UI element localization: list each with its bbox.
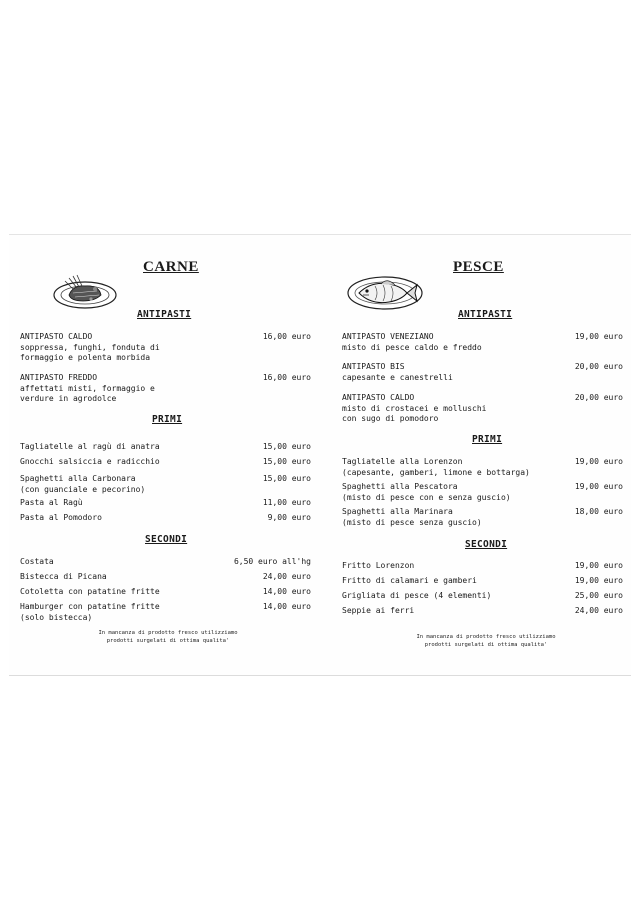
menu-item-price: 14,00 euro	[262, 602, 311, 611]
menu-item-price: 15,00 euro	[262, 474, 311, 483]
menu-item-price: 19,00 euro	[574, 457, 623, 466]
carne-primi-heading: PRIMI	[152, 414, 183, 425]
pesce-title: PESCE	[453, 259, 504, 275]
menu-item-price: 15,00 euro	[262, 457, 311, 466]
pesce-secondi-heading: SECONDI	[465, 539, 508, 550]
frozen-product-note: In mancanza di prodotto fresco utilizziamo prodotti surgelati di ottima qualita'	[416, 634, 556, 648]
carne-antipasti-heading: ANTIPASTI	[137, 309, 192, 320]
menu-item: Tagliatelle al ragù di anatra	[20, 442, 160, 451]
menu-item: Cotoletta con patatine fritte	[20, 587, 160, 596]
menu-item: Spaghetti alla Pescatora (misto di pesce con e senza guscio)	[342, 482, 511, 502]
menu-item-price: 16,00 euro	[262, 373, 311, 382]
menu-item: Spaghetti alla Marinara (misto di pesce senza guscio)	[342, 507, 482, 527]
menu-item-price: 11,00 euro	[262, 498, 311, 507]
menu-item-price: 6,50 euro all'hg	[233, 557, 311, 566]
menu-sheet	[9, 234, 631, 676]
menu-item-price: 9,00 euro	[267, 513, 311, 522]
menu-item: Tagliatelle alla Lorenzon (capesante, gamberi, limone e bottarga)	[342, 457, 530, 477]
menu-item-price: 14,00 euro	[262, 587, 311, 596]
menu-item-price: 20,00 euro	[574, 393, 623, 402]
carne-title: CARNE	[143, 259, 199, 275]
menu-item: ANTIPASTO BIS capesante e canestrelli	[342, 362, 453, 382]
menu-item-price: 19,00 euro	[574, 576, 623, 585]
meat-plate-icon	[51, 271, 119, 311]
menu-item: Hamburger con patatine fritte (solo bistecca)	[20, 602, 160, 622]
menu-item: Gnocchi salsiccia e radicchio	[20, 457, 160, 466]
menu-item-price: 19,00 euro	[574, 561, 623, 570]
menu-item-price: 15,00 euro	[262, 442, 311, 451]
menu-item: Pasta al Pomodoro	[20, 513, 102, 522]
menu-item-price: 24,00 euro	[574, 606, 623, 615]
pesce-column	[331, 235, 631, 675]
menu-item-price: 19,00 euro	[574, 332, 623, 341]
frozen-product-note: In mancanza di prodotto fresco utilizziamo prodotti surgelati di ottima qualita'	[98, 630, 238, 644]
menu-item: Fritto di calamari e gamberi	[342, 576, 477, 585]
menu-item: Grigliata di pesce (4 elementi)	[342, 591, 492, 600]
menu-item: Bistecca di Picana	[20, 572, 107, 581]
menu-item: Costata	[20, 557, 54, 566]
menu-item: Pasta al Ragù	[20, 498, 83, 507]
menu-item-price: 19,00 euro	[574, 482, 623, 491]
fish-plate-icon	[345, 271, 425, 313]
menu-item: ANTIPASTO VENEZIANO misto di pesce caldo e freddo	[342, 332, 482, 352]
pesce-primi-heading: PRIMI	[472, 434, 503, 445]
menu-item: ANTIPASTO CALDO soppressa, funghi, fonduta di formaggio e polenta morbida	[20, 332, 160, 362]
menu-item-price: 16,00 euro	[262, 332, 311, 341]
menu-item: Fritto Lorenzon	[342, 561, 415, 570]
pesce-antipasti-heading: ANTIPASTI	[458, 309, 513, 320]
menu-item: Spaghetti alla Carbonara (con guanciale e pecorino)	[20, 474, 146, 494]
menu-item: Seppie ai ferri	[342, 606, 415, 615]
menu-item-price: 25,00 euro	[574, 591, 623, 600]
carne-secondi-heading: SECONDI	[145, 534, 188, 545]
carne-column	[9, 235, 319, 675]
menu-item-price: 24,00 euro	[262, 572, 311, 581]
menu-item: ANTIPASTO FREDDO affettati misti, formaggio e verdure in agrodolce	[20, 373, 155, 403]
menu-item-price: 18,00 euro	[574, 507, 623, 516]
menu-item-price: 20,00 euro	[574, 362, 623, 371]
menu-item: ANTIPASTO CALDO misto di crostacei e molluschi con sugo di pomodoro	[342, 393, 487, 423]
